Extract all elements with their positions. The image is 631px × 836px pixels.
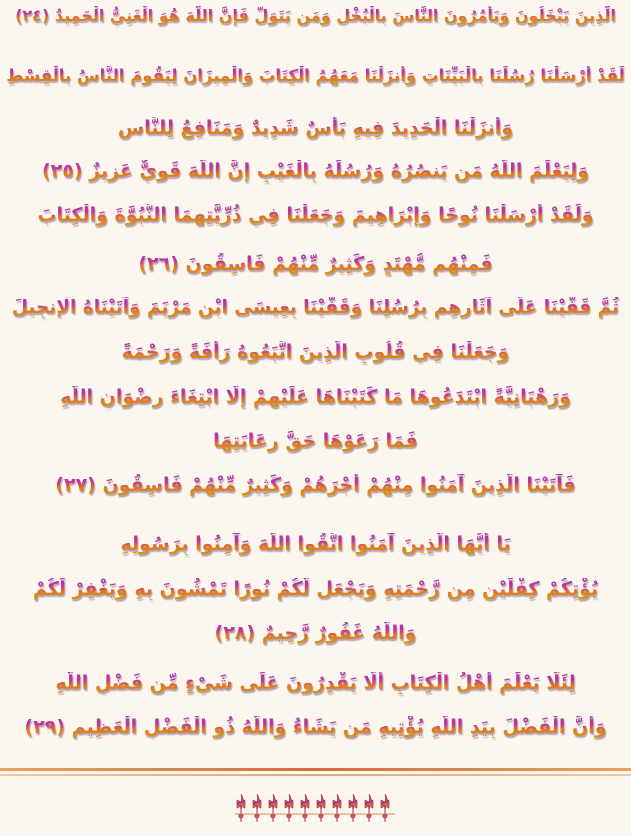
verse-line-14: وَاللَّهُ غَفُورٌ رَّحِيمٌ (٢٨) [6, 622, 625, 644]
verse-line-5: وَلَقَدْ أَرْسَلْنَا نُوحًا وَإِبْرَاهِيمَ وَجَعَلْنَا فِي ذُرِّيَّتِهِمَا النُّبُوَّةَ وَالْكِتَابَ [6, 204, 625, 226]
divider-rule-shadow [0, 774, 631, 776]
verse-line-10: فَمَا رَعَوْهَا حَقَّ رِعَايَتِهَا [6, 430, 625, 452]
verse-line-6: فَمِنْهُم مُّهْتَدٍ وَكَثِيرٌ مِّنْهُمْ فَاسِقُونَ (٢٦) [6, 253, 625, 275]
verse-line-16: وَأَنَّ الْفَضْلَ بِيَدِ اللَّهِ يُؤْتِيهِ مَن يَشَاءُ وَاللَّهُ ذُو الْفَضْلِ الْعَظِيمِ (٢٩) [6, 716, 625, 738]
verse-line-7: ثُمَّ قَفَّيْنَا عَلَى آثَارِهِم بِرُسُلِنَا وَقَفَّيْنَا بِعِيسَى ابْنِ مَرْيَمَ وَآتَيْنَاهُ الْإِنجِيلَ [6, 297, 625, 318]
verse-line-15: لِئَلَّا يَعْلَمَ أَهْلُ الْكِتَابِ أَلَّا يَقْدِرُونَ عَلَى شَيْءٍ مِّن فَضْلِ اللَّهِ [6, 672, 625, 694]
verse-line-2: لَقَدْ أَرْسَلْنَا رُسُلَنَا بِالْبَيِّنَاتِ وَأَنزَلْنَا مَعَهُمُ الْكِتَابَ وَالْمِيزَانَ لِيَقُومَ النَّاسُ بِالْقِسْطِ [6, 66, 625, 85]
verse-line-4: وَلِيَعْلَمَ اللَّهُ مَن يَنصُرُهُ وَرُسُلَهُ بِالْغَيْبِ إِنَّ اللَّهَ قَوِيٌّ عَزِيزٌ (٢٥) [6, 160, 625, 182]
verse-line-9: وَرَهْبَانِيَّةً ابْتَدَعُوهَا مَا كَتَبْنَاهَا عَلَيْهِمْ إِلَّا ابْتِغَاءَ رِضْوَانِ اللَّهِ [6, 386, 625, 408]
verse-line-3: وَأَنزَلْنَا الْحَدِيدَ فِيهِ بَأْسٌ شَدِيدٌ وَمَنَافِعُ لِلنَّاسِ [6, 117, 625, 139]
verse-line-12: يَا أَيُّهَا الَّذِينَ آمَنُوا اتَّقُوا اللَّهَ وَآمِنُوا بِرَسُولِهِ [6, 533, 625, 555]
verse-line-1: الَّذِينَ يَبْخَلُونَ وَيَأْمُرُونَ النَّاسَ بِالْبُخْلِ وَمَن يَتَوَلَّ فَإِنَّ اللَّهَ هُوَ الْغَنِيُّ الْحَمِيدُ (٢٤) [6, 6, 625, 25]
divider-rule [0, 768, 631, 771]
floral-ornament-icon [235, 790, 395, 826]
verse-line-11: فَآتَيْنَا الَّذِينَ آمَنُوا مِنْهُمْ أَجْرَهُمْ وَكَثِيرٌ مِّنْهُمْ فَاسِقُونَ (٢٧) [6, 474, 625, 496]
verse-line-8: وَجَعَلْنَا فِي قُلُوبِ الَّذِينَ اتَّبَعُوهُ رَأْفَةً وَرَحْمَةً [6, 341, 625, 363]
verse-line-13: يُؤْتِكُمْ كِفْلَيْنِ مِن رَّحْمَتِهِ وَيَجْعَل لَّكُمْ نُورًا تَمْشُونَ بِهِ وَيَغْفِرْ لَكُمْ [6, 578, 625, 600]
